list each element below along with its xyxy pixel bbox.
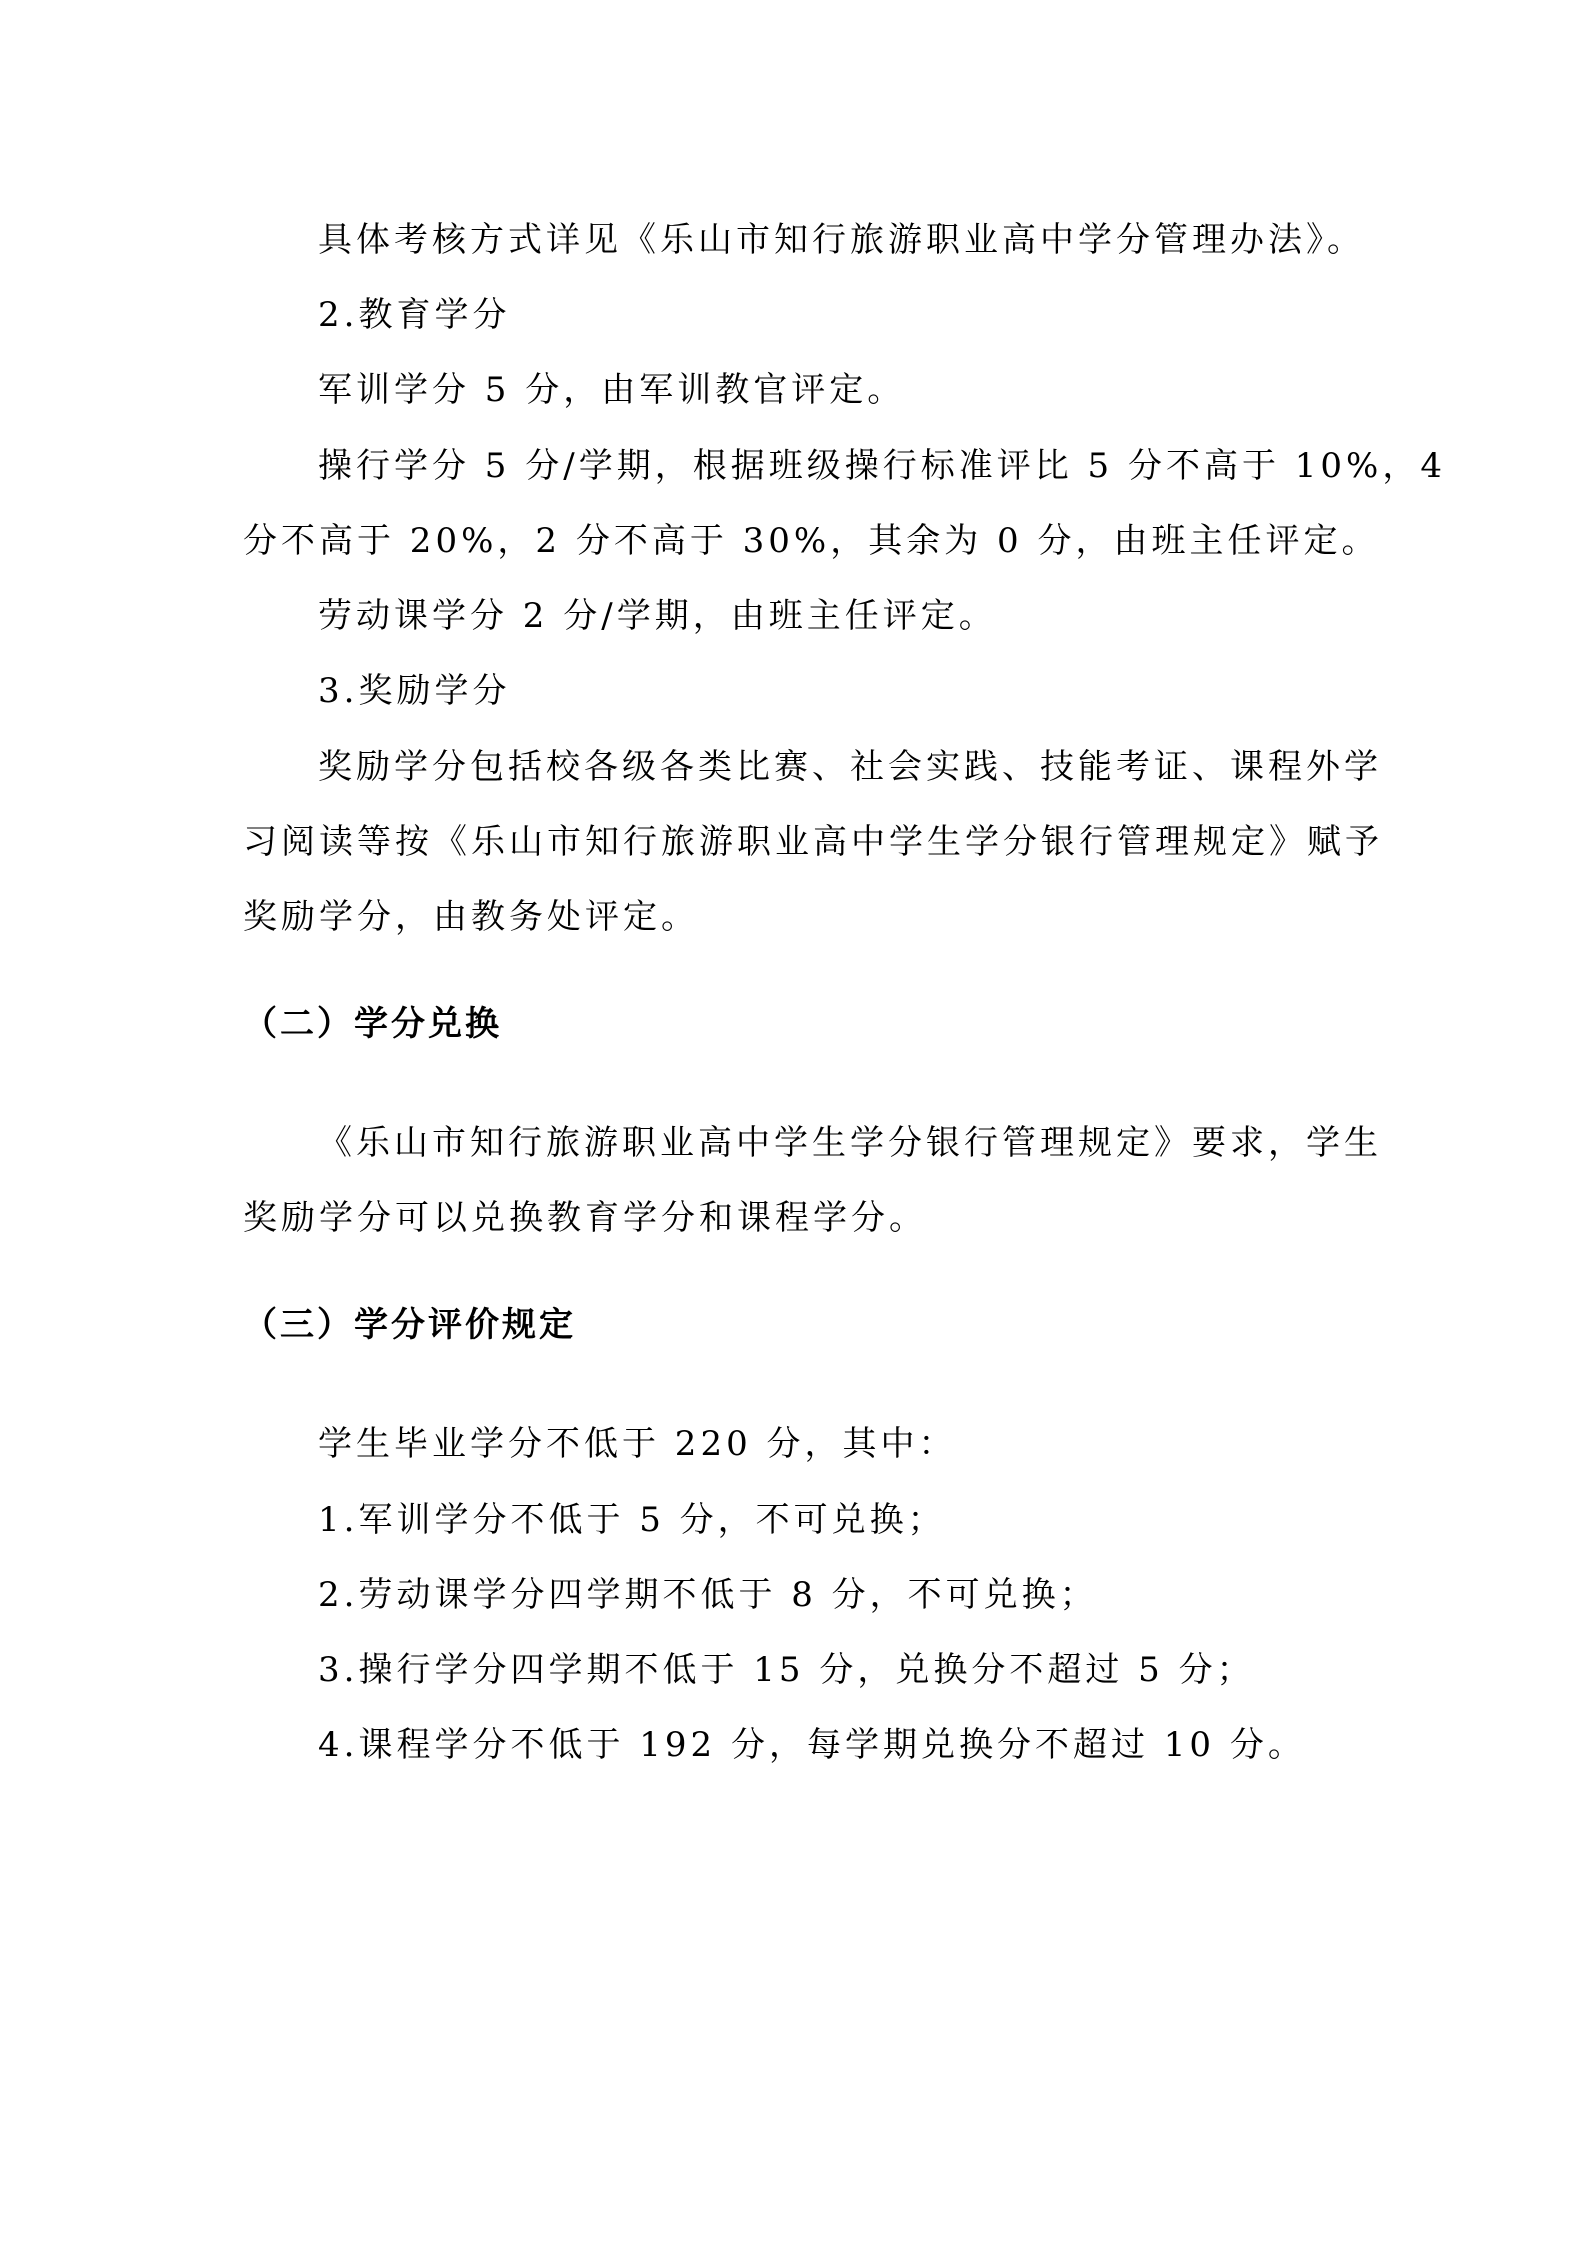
paragraph-graduation-credits: 学生毕业学分不低于 220 分，其中：	[318, 1424, 957, 1464]
paragraph-reward-credits-line1: 奖励学分包括校各级各类比赛、社会实践、技能考证、课程外学	[318, 747, 1382, 787]
paragraph-conduct-credits-line1: 操行学分 5 分/学期，根据班级操行标准评比 5 分不高于 10%，4	[318, 446, 1446, 486]
heading-credit-evaluation: （三）学分评价规定	[243, 1305, 576, 1345]
list-item: 4.课程学分不低于 192 分，每学期兑换分不超过 10 分。	[318, 1725, 1306, 1765]
paragraph-labor-credits: 劳动课学分 2 分/学期，由班主任评定。	[318, 596, 997, 636]
paragraph-military-credits: 军训学分 5 分，由军训教官评定。	[318, 370, 906, 410]
list-item: 2.劳动课学分四学期不低于 8 分，不可兑换；	[318, 1575, 1098, 1615]
list-item: 3.操行学分四学期不低于 15 分，兑换分不超过 5 分；	[318, 1650, 1255, 1690]
item-reward-credits-title: 3.奖励学分	[318, 671, 511, 711]
paragraph-reward-credits-line3: 奖励学分，由教务处评定。	[243, 897, 699, 937]
paragraph-reward-credits-line2: 习阅读等按《乐山市知行旅游职业高中学生学分银行管理规定》赋予	[243, 822, 1383, 862]
paragraph-assessment-reference: 具体考核方式详见《乐山市知行旅游职业高中学分管理办法》。	[318, 220, 1365, 260]
paragraph-credit-exchange-line1: 《乐山市知行旅游职业高中学生学分银行管理规定》要求，学生	[318, 1123, 1382, 1163]
paragraph-credit-exchange-line2: 奖励学分可以兑换教育学分和课程学分。	[243, 1198, 927, 1238]
list-item: 1.军训学分不低于 5 分，不可兑换；	[318, 1500, 946, 1540]
heading-credit-exchange: （二）学分兑换	[243, 1004, 502, 1044]
item-education-credits-title: 2.教育学分	[318, 295, 511, 335]
paragraph-conduct-credits-line2: 分不高于 20%，2 分不高于 30%，其余为 0 分，由班主任评定。	[243, 521, 1380, 561]
